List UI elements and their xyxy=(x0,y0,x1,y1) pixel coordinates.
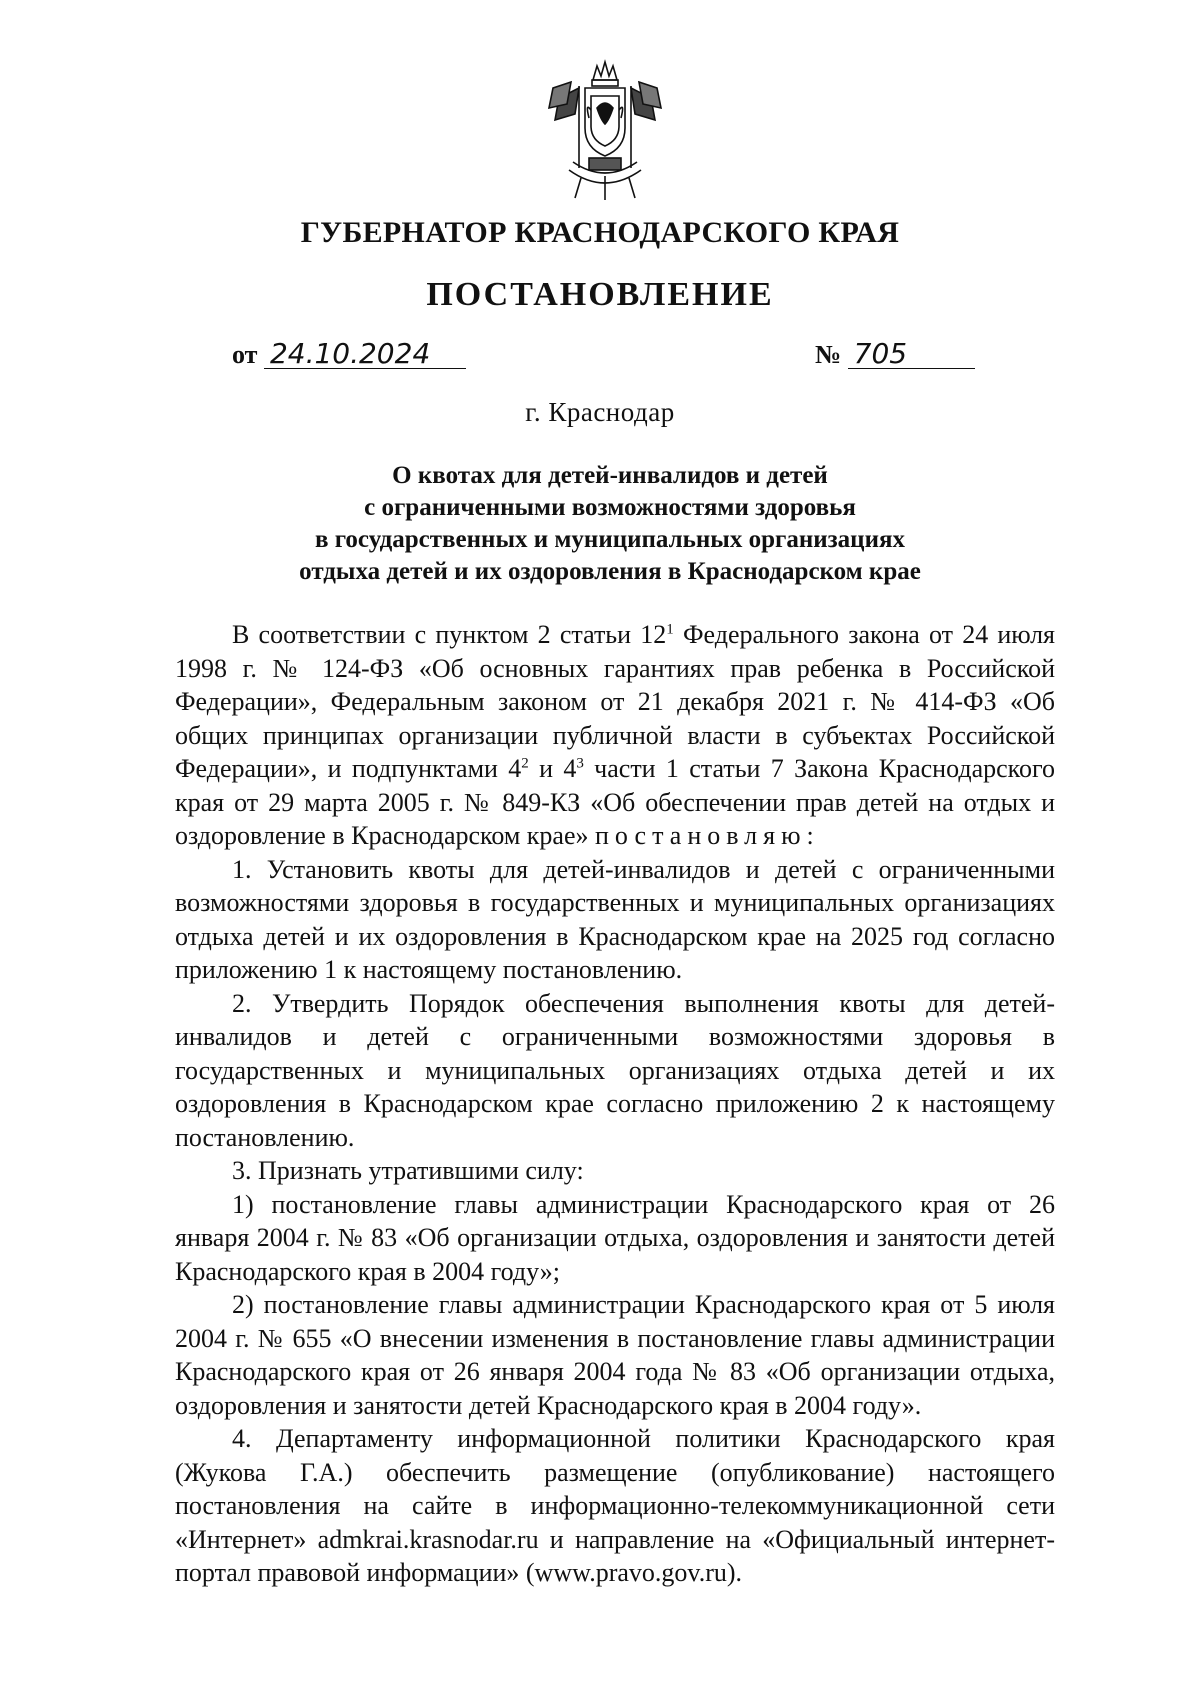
date-value: 24.10.2024 xyxy=(264,340,466,369)
paragraph: 2) постановление главы администрации Краснодарского края от 5 июля 2004 г. № 655 «О внесении изменения в постановление главы администрации Краснодарского края от 26 января 2004 года № 83 «Об организации отдыха, оздоровления и занятости детей Краснодарского края в 2004 году». xyxy=(175,1290,1055,1420)
superscript: 2 xyxy=(521,755,529,772)
preamble-text: В соответствии с пунктом 2 статьи 12 xyxy=(232,620,667,649)
number-value: 705 xyxy=(848,340,975,369)
city: г. Краснодар xyxy=(525,397,675,427)
document-title xyxy=(260,460,960,588)
paragraph: 1) постановление главы администрации Краснодарского края от 26 января 2004 г. № 83 «Об организации отдыха, оздоровления и занятости детей Краснодарского края в 2004 году»; xyxy=(175,1189,1055,1286)
number-prefix: № xyxy=(815,340,842,369)
issuing-authority: ГУБЕРНАТОР КРАСНОДАРСКОГО КРАЯ xyxy=(300,216,900,249)
date-row xyxy=(232,337,466,370)
decree-word: постановляю: xyxy=(595,821,820,850)
title-line: отдыха детей и их оздоровления в Краснодарском крае xyxy=(299,558,921,585)
paragraph: 3. Признать утратившими силу: xyxy=(232,1156,584,1185)
document-type: ПОСТАНОВЛЕНИЕ xyxy=(426,276,774,313)
number-row xyxy=(815,337,975,370)
preamble-text: Федерального закона от 24 июля 1998 г. № 124-ФЗ «Об основных гарантиях прав ребенка в Российской Федерации», Федеральным законом от 21 декабря 2021 г. № 414-ФЗ «Об общих принципах организации публичной власти в субъектах Российской Федерации», и подпунктами 4 xyxy=(175,620,1056,783)
paragraph: 2. Утвердить Порядок обеспечения выполнения квоты для детей-инвалидов и детей с ограниченными возможностями здоровья в государственных и муниципальных организациях отдыха детей и их оздоровления в Краснодарском крае согласно приложению 2 к настоящему постановлению. xyxy=(175,988,1055,1152)
superscript: 3 xyxy=(576,755,584,772)
date-prefix: от xyxy=(232,340,258,369)
title-line: в государственных и муниципальных организациях xyxy=(314,526,906,553)
preamble-text: и 4 xyxy=(528,754,577,783)
superscript: 1 xyxy=(666,621,674,638)
document-body xyxy=(175,618,1055,1590)
coat-of-arms-icon xyxy=(545,58,665,203)
preamble-paragraph xyxy=(175,618,1055,853)
paragraph: 1. Установить квоты для детей-инвалидов и детей с ограниченными возможностями здоровья в государственных и муниципальных организациях отдыха детей и их оздоровления в Краснодарском крае на 2025 год согласно приложению 1 к настоящему постановлению. xyxy=(175,854,1055,984)
preamble-text: части 1 статьи 7 Закона Краснодарского края от 29 марта 2005 г. № 849-КЗ «Об обеспечении прав детей на отдых и оздоровление в Краснодарском крае» xyxy=(175,754,1055,850)
title-line: с ограниченными возможностями здоровья xyxy=(364,494,856,521)
title-line: О квотах для детей-инвалидов и детей xyxy=(392,462,828,489)
paragraph: 4. Департаменту информационной политики Краснодарского края (Жукова Г.А.) обеспечить размещение (опубликование) настоящего постановления на сайте в информационно-телекоммуникационной сети «Интернет» admkrai.krasnodar.ru и направление на «Официальный интернет-портал правовой информации» (www.pravo.gov.ru). xyxy=(175,1424,1055,1587)
